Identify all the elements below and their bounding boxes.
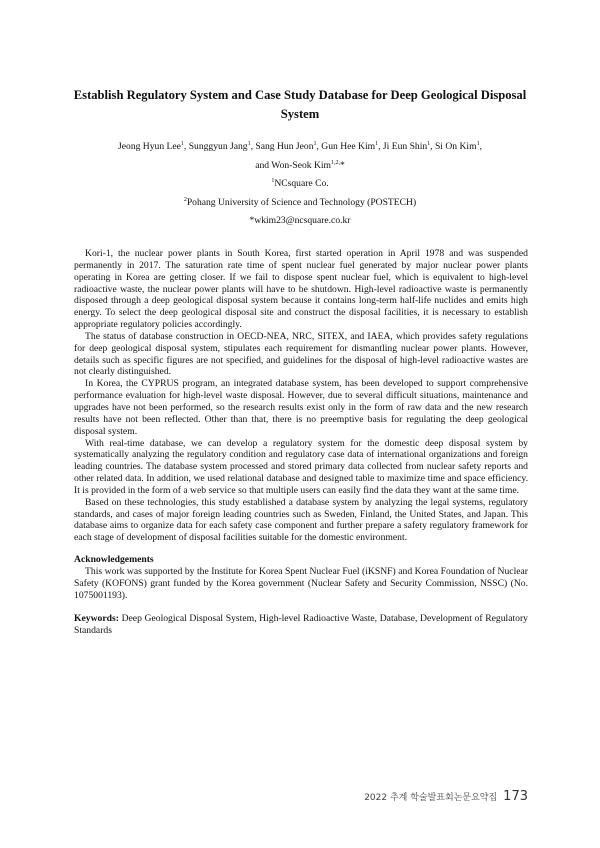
page-number: 173: [503, 789, 528, 804]
acknowledgements-heading: Acknowledgements: [74, 554, 154, 566]
page-footer: [364, 789, 528, 804]
affiliation-sup: 1: [271, 177, 275, 184]
acknowledgements-text: This work was supported by the Institute for Korea Spent Nuclear Fuel (iKSNF) and Korea Foundation of Nuclear Safety (KOFONS) grant funded by the Korea government (Nuclear Safety and Security Commission, NSSC) (No. 1075001193).: [74, 565, 528, 601]
proceedings-title: 2022 추계 학술발표회논문요약집: [364, 793, 498, 803]
affiliation-sup: 2: [183, 196, 187, 203]
keywords-text: Deep Geological Disposal System, High-level Radioactive Waste, Database, Development of Regulatory Standards: [74, 613, 528, 637]
paragraph: The status of database construction in OECD-NEA, NRC, SITEX, and IAEA, which provides safety regulations for deep geological disposal system, stipulates each requirement for dismantling nuclear power plants. However, details such as specific figures are not specified, and guidelines for the disposal of high-level radioactive wastes are not clearly distinguished.: [74, 330, 528, 378]
author-name: Ji Eun Shin: [382, 141, 428, 152]
author-sup: 1: [476, 140, 480, 147]
author-block: [60, 138, 540, 231]
author-line-1: Jeong Hyun Lee$^1$, Sunggyun Jang$^1$, Sang Hun Jeon$^1$, Gun Hee Kim$^1$, Ji Eun Shin$^1$, Si On Kim$^1$,: [118, 140, 482, 152]
author-name: and Won-Seok Kim: [255, 159, 331, 171]
abstract-body: [74, 248, 528, 637]
author-name: Jeong Hyun Lee: [118, 141, 181, 152]
author-sup: 1: [427, 140, 431, 147]
paper-title: Establish Regulatory System and Case Study Database for Deep Geological Disposal System: [73, 88, 527, 121]
keywords: [74, 613, 528, 637]
affiliation-2: [60, 194, 540, 213]
author-sup: 1: [247, 140, 251, 147]
affiliation-text: NCsquare Co.: [274, 178, 329, 189]
author-sup: 1: [180, 140, 184, 147]
paragraph: With real-time database, we can develop a regulatory system for the domestic deep disposal system by systematically analyzing the regulatory condition and regulatory case data of international organizations and foreign leading countries. The database system processed and stored primary data collected from nuclear safety reports and other related data. In addition, we used relational database and designed table to maximize time and space efficiency. It is provided in the form of a web service so that multiple users can easily find the data they want at the same time.: [74, 437, 528, 496]
corresponding-star: *: [340, 159, 345, 171]
affiliation-1: [60, 175, 540, 194]
author-name: Sunggyun Jang: [188, 141, 248, 152]
author-name: Gun Hee Kim: [321, 141, 376, 152]
author-name: Si On Kim: [434, 141, 477, 152]
author-sup: 1: [375, 140, 379, 147]
keywords-label: Keywords:: [74, 613, 119, 625]
author-sup: 1: [313, 140, 317, 147]
author-sup: 1,2,: [331, 159, 340, 166]
affiliation-text: Pohang University of Science and Technology (POSTECH): [186, 196, 417, 208]
paragraph: Based on these technologies, this study established a database system by analyzing the legal systems, regulatory standards, and cases of major foreign leading countries such as Sweden, Finland, the United States, and Japan. This database aims to organize data for each safety case component and further prepare a safety regulatory framework for each stage of development of disposal facilities suitable for the domestic environment.: [74, 496, 528, 544]
email: *wkim23@ncsquare.co.kr: [249, 215, 351, 226]
paragraph: Kori-1, the nuclear power plants in South Korea, first started operation in April 1978 and was suspended permanently in 2017. The saturation rate time of spent nuclear fuel generated by major nuclear power plants operating in Korea are getting closer. If we fail to dispose spent nuclear fuel, which is equivalent to high-level radioactive waste, the nuclear power plants will have to be shutdown. High-level radioactive waste is permanently disposed through a deep geological disposal system because it contains long-term half-life nuclides and emits high energy. To select the deep geological disposal site and construct the disposal facilities, it is necessary to establish appropriate regulatory policies accordingly.: [74, 248, 528, 331]
paragraph: In Korea, the CYPRUS program, an integrated database system, has been developed to support comprehensive performance evaluation for high-level waste disposal. However, due to several difficult situations, maintenance and upgrades have not been performed, so the research results exist only in the form of raw data and the new research results have not been reflected. Other than that, there is no preemptive basis for regulating the deep geological disposal system.: [74, 378, 528, 437]
author-line-2: [60, 157, 540, 176]
author-name: Sang Hun Jeon: [255, 141, 314, 152]
